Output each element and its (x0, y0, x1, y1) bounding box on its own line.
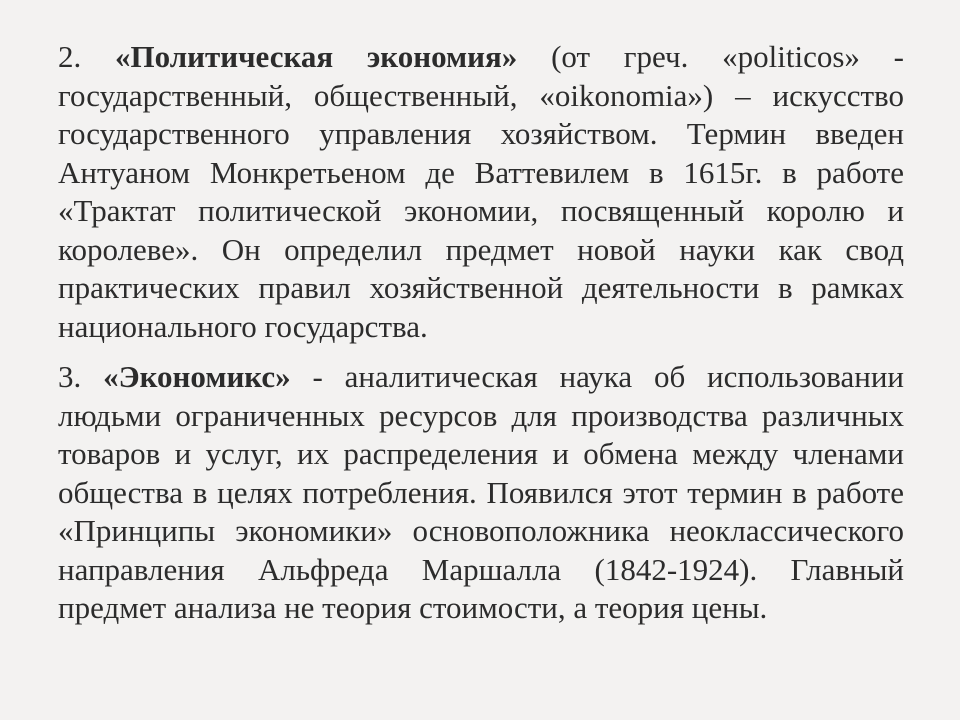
paragraph-number: 2. (58, 39, 82, 74)
paragraph-political-economy (58, 38, 904, 346)
term-heading: «Политическая экономия» (115, 39, 518, 74)
paragraph-economics (58, 358, 904, 628)
term-heading: «Экономикс» (103, 359, 291, 394)
paragraph-text: - аналитическая наука об использовании людьми ограниченных ресурсов для производства различных товаров и услуг, их распределения и обмена между членами общества в целях потребления. Появился этот термин в работе «Принципы экономики» основоположника неоклассического направления Альфреда Маршалла (1842-1924). Главный предмет анализа не теория стоимости, а теория цены. (58, 359, 905, 625)
paragraph-number: 3. (58, 359, 82, 394)
paragraph-text: (от греч. «politicos» - государственный, общественный, «oikonomia») – искусство государственного управления хозяйством. Термин введен Антуаном Монкретьеном де Ваттевилем в 1615г. в работе «Трактат политической экономии, посвященный королю и королеве». Он определил предмет новой науки как свод практических правил хозяйственной деятельности в рамках национального государства. (58, 39, 905, 344)
slide-body (58, 38, 904, 628)
